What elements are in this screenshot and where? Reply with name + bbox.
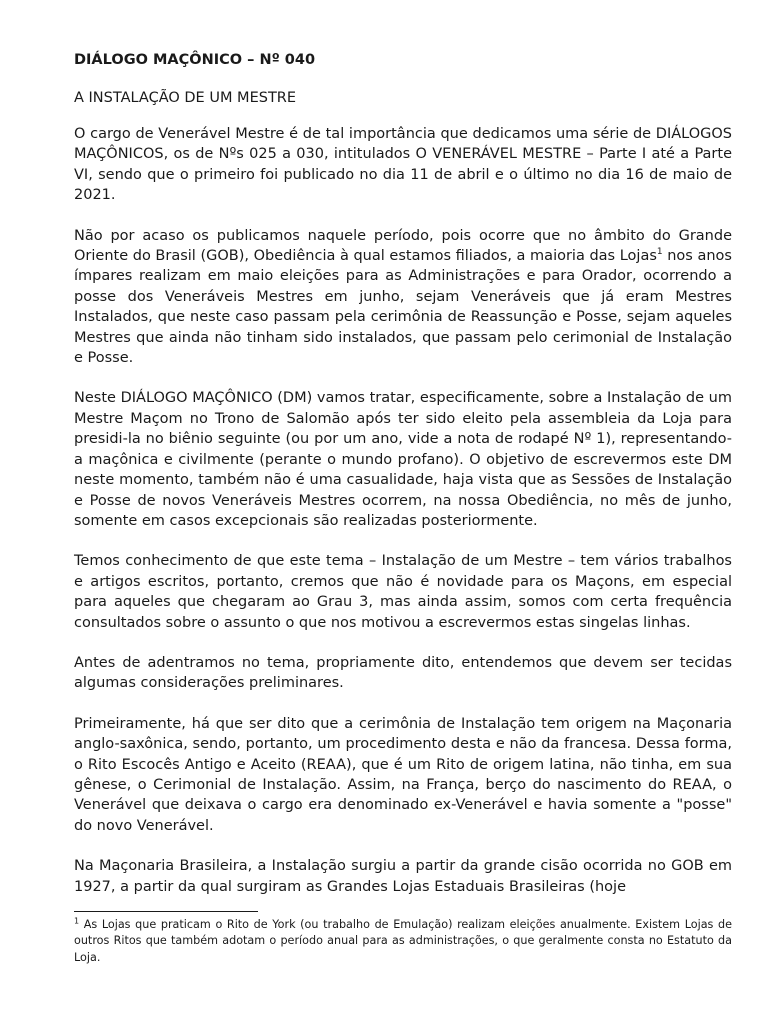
footnote-reference: 1	[656, 247, 663, 258]
footnote-text: As Lojas que praticam o Rito de York (ou trabalho de Emulação) realizam eleições anualmente. Existem Lojas de outros Ritos que também adotam o período anual para as administrações, o que geralmente consta no Estatuto da Loja.	[74, 918, 732, 964]
document-body	[74, 50, 732, 917]
paragraph-5: Antes de adentramos no tema, propriamente dito, entendemos que devem ser tecidas algumas considerações preliminares.	[74, 654, 732, 692]
footnote-marker: 1	[74, 916, 80, 926]
paragraph-3: Neste DIÁLOGO MAÇÔNICO (DM) vamos tratar, especificamente, sobre a Instalação de um Mestre Maçom no Trono de Salomão após ter sido eleito pela assembleia da Loja para presidi-la no biênio seguinte (ou por um ano, vide a nota de rodapé Nº 1), representando-a maçônica e civilmente (perante o mundo profano). O objetivo de escrevermos este DM neste momento, também não é uma casualidade, haja vista que as Sessões de Instalação e Posse de novos Veneráveis Mestres ocorrem, na nossa Obediência, no mês de junho, somente em casos excepcionais são realizadas posteriormente.	[74, 390, 732, 529]
document-subtitle: A INSTALAÇÃO DE UM MESTRE	[74, 90, 297, 106]
paragraph-2-text-a: Não por acaso os publicamos naquele período, pois ocorre que no âmbito do Grande Oriente do Brasil (GOB), Obediência à qual estamos filiados, a maioria das Lojas	[74, 227, 732, 265]
document-title: DIÁLOGO MAÇÔNICO – Nº 040	[74, 52, 316, 68]
footnote	[74, 917, 732, 966]
footnote-divider	[74, 911, 258, 912]
paragraph-1: O cargo de Venerável Mestre é de tal importância que dedicamos uma série de DIÁLOGOS MAÇÔNICOS, os de Nºs 025 a 030, intitulados O VENERÁVEL MESTRE – Parte I até a Parte VI, sendo que o primeiro foi publicado no dia 11 de abril e o último no dia 16 de maio de 2021.	[74, 126, 732, 204]
paragraph-7: Na Maçonaria Brasileira, a Instalação surgiu a partir da grande cisão ocorrida no GOB em 1927, a partir da qual surgiram as Grandes Lojas Estaduais Brasileiras (hoje	[74, 858, 732, 895]
paragraph-4: Temos conhecimento de que este tema – Instalação de um Mestre – tem vários trabalhos e artigos escritos, portanto, cremos que não é novidade para os Maçons, em especial para aqueles que chegaram ao Grau 3, mas ainda assim, somos com certa frequência consultados sobre o assunto o que nos motivou a escrevermos estas singelas linhas.	[74, 553, 732, 631]
paragraph-6: Primeiramente, há que ser dito que a cerimônia de Instalação tem origem na Maçonaria anglo-saxônica, sendo, portanto, um procedimento desta e não da francesa. Dessa forma, o Rito Escocês Antigo e Aceito (REAA), que é um Rito de origem latina, não tinha, em sua gênese, o Cerimonial de Instalação. Assim, na França, berço do nascimento do REAA, o Venerável que deixava o cargo era denominado ex-Venerável e havia somente a "posse" do novo Venerável.	[74, 715, 732, 834]
paragraph-2	[74, 226, 732, 369]
paragraph-2-text-b: nos anos ímpares realizam em maio eleições para as Administrações e para Orador, ocorrendo a posse dos Veneráveis Mestres em junho, sejam Veneráveis que já eram Mestres Instalados, que neste caso passam pela cerimônia de Reassunção e Posse, sejam aqueles Mestres que ainda não tinham sido instalados, que passam pelo cerimonial de Instalação e Posse.	[74, 248, 732, 367]
